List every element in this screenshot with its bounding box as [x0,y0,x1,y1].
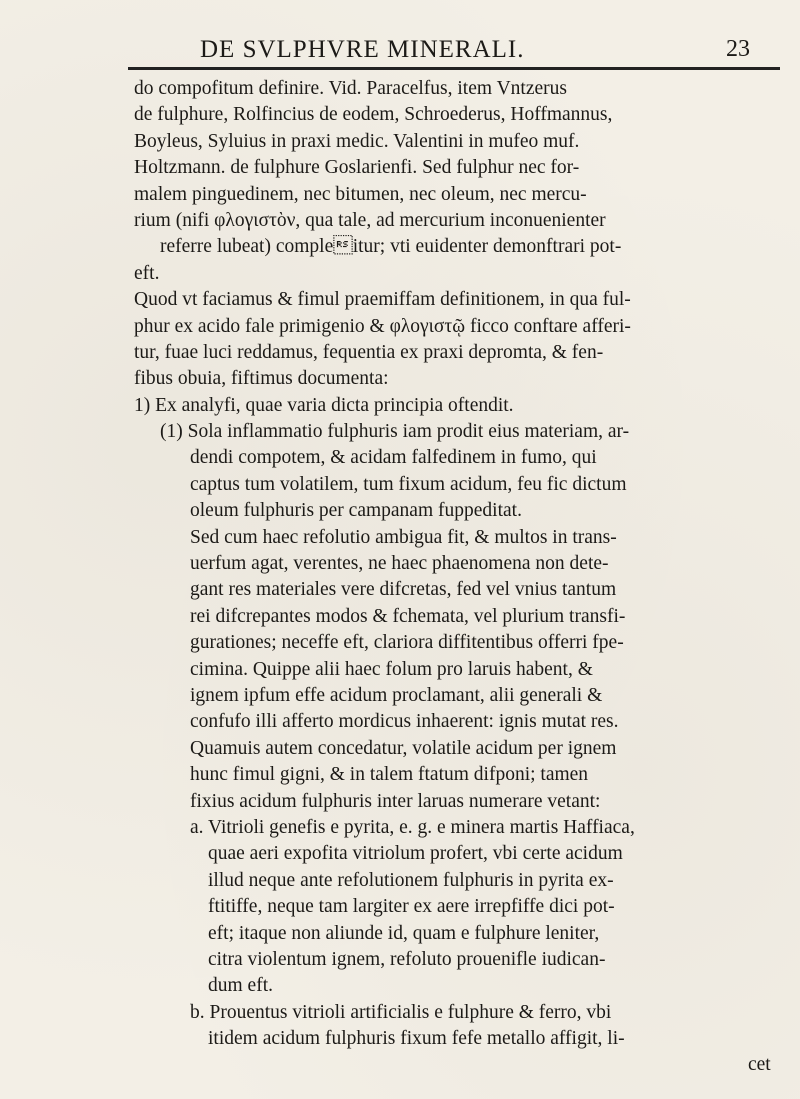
text-line: rei difcrepantes modos & fchemata, vel plurium transfi- [190,605,626,627]
text-line: itidem acidum fulphuris fixum fefe metallo affigit, li- [208,1028,625,1050]
text-line: dendi compotem, & acidam falfedinem in fumo, qui [190,447,597,469]
text-line: dum eft. [208,975,273,997]
text-line: ftitiffe, neque tam largiter ex aere irrepfiffe dici pot- [208,896,615,918]
text-line: oleum fulphuris per campanam fuppeditat. [190,500,522,522]
text-line: fixius acidum fulphuris inter laruas numerare vetant: [190,790,601,812]
header-rule [128,67,780,70]
text-line: referre lubeat) comple itur; vti euidenter demonftrari pot- [160,236,622,258]
text-line: quae aeri expofita vitriolum profert, vbi certe acidum [208,843,623,865]
text-line: uerfum agat, verentes, ne haec phaenomena non dete- [190,553,609,575]
text-line: cimina. Quippe alii haec folum pro laruis habent, & [190,658,593,680]
text-line: captus tum volatilem, tum fixum acidum, feu fic dictum [190,473,627,495]
page-number: 23 [726,36,750,62]
text-line: tur, fuae luci reddamus, fequentia ex praxi depromta, & fen- [134,341,604,363]
text-line: malem pinguedinem, nec bitumen, nec oleum, nec mercu- [134,183,587,205]
text-line: a. Vitrioli genefis e pyrita, e. g. e minera martis Haffiaca, [190,816,635,838]
text-line: Boyleus, Syluius in praxi medic. Valentini in mufeo muf. [134,130,580,152]
text-line: b. Prouentus vitrioli artificialis e fulphure & ferro, vbi [190,1001,612,1023]
text-line: ignem ipfum effe acidum proclamant, alii generali & [190,684,603,706]
text-line: rium (nifi φλογιστὸν, qua tale, ad mercurium inconuenienter [134,209,606,231]
text-line: gurationes; neceffe eft, clariora diffitentibus offerri fpe- [190,632,624,654]
text-line: do compofitum definire. Vid. Paracelfus, item Vntzerus [134,78,567,99]
text-line: illud neque ante refolutionem fulphuris in pyrita ex- [208,869,614,891]
text-line: de fulphure, Rolfincius de eodem, Schroederus, Hoffmannus, [134,104,613,126]
text-line: Sed cum haec refolutio ambigua fit, & multos in trans- [190,526,617,548]
page-header [160,30,760,70]
text-line: Holtzmann. de fulphure Goslarienfi. Sed fulphur nec for- [134,157,580,179]
text-line: cet [748,1054,771,1076]
text-line: (1) Sola inflammatio fulphuris iam prodit eius materiam, ar- [160,421,630,443]
text-line: eft. [134,262,160,284]
text-line: Quod vt faciamus & fimul praemiffam definitionem, in qua ful- [134,289,631,311]
text-line: fibus obuia, fiftimus documenta: [134,368,389,390]
text-line: confufo illi afferto mordicus inhaerent: ignis mutat res. [190,711,619,733]
body-text [134,76,784,1079]
text-line: gant res materiales vere difcretas, fed vel vnius tantum [190,579,617,601]
text-line: citra violentum ignem, refoluto prouenifle iudican- [208,948,606,970]
running-head: DE SVLPHVRE MINERALI. [200,36,525,63]
text-line: phur ex acido fale primigenio & φλογιστῷ ficco conftare afferi- [134,315,631,337]
text-line: 1) Ex analyfi, quae varia dicta principia oftendit. [134,394,514,416]
text-line: eft; itaque non aliunde id, quam e fulphure leniter, [208,922,600,944]
text-line: Quamuis autem concedatur, volatile acidum per ignem [190,737,617,759]
text-line: hunc fimul gigni, & in talem ftatum difponi; tamen [190,764,589,786]
